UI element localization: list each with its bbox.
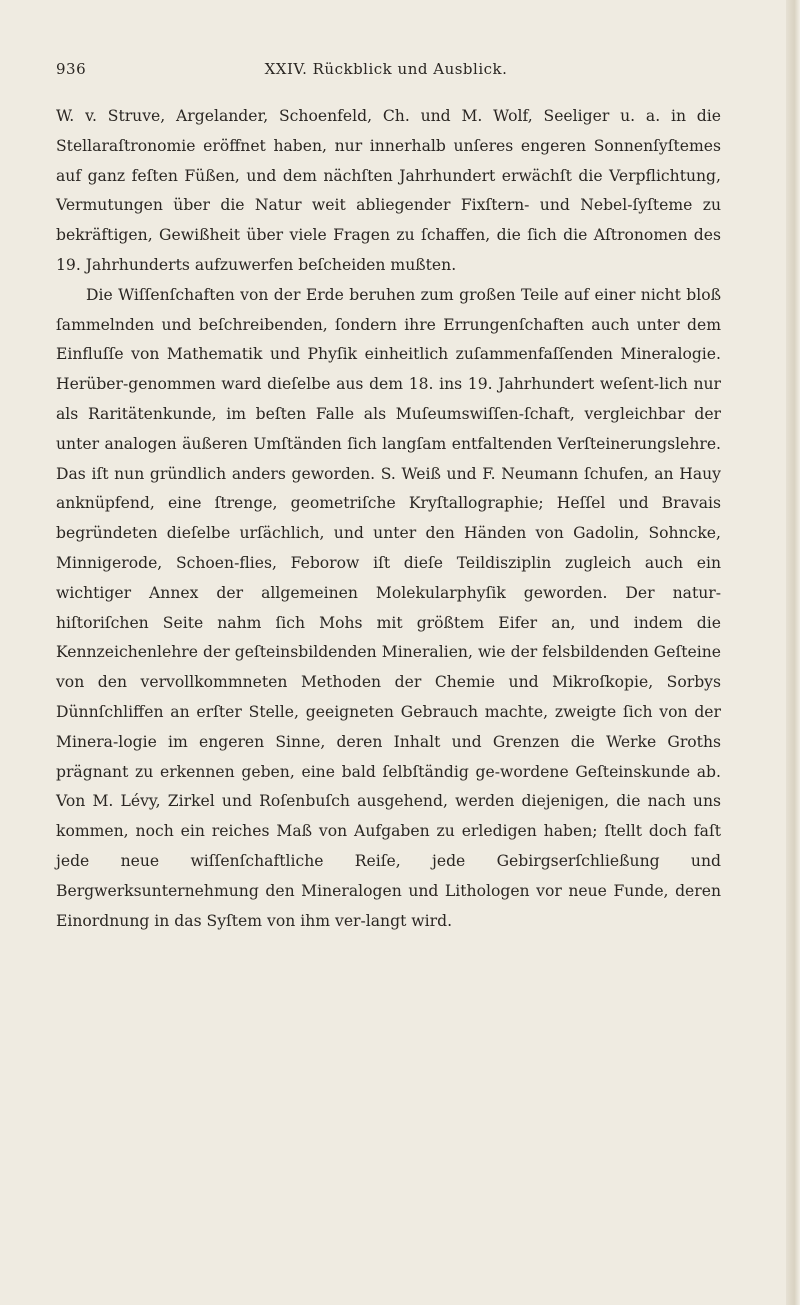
page-edge-shadow xyxy=(786,0,800,1305)
page-header xyxy=(56,60,716,84)
running-title: XXIV. Rückblick und Ausblick. xyxy=(264,60,508,78)
page-number: 936 xyxy=(56,60,87,78)
paragraph-2: Die Wiſſenſchaften von der Erde beruhen zum großen Teile auf einer nicht bloß ſammelnden und beſchreibenden, ſondern ihre Errungenſchaften auch unter dem Einfluſſe von Mathematik und Phyſik einheitlich zuſammenfaſſenden Mineralogie. Herüber-genommen ward dieſelbe aus dem 18. ins 19. Jahrhundert weſent-lich nur als Raritätenkunde, im beſten Falle als Muſeumswiſſen-ſchaft, vergleichbar der unter analogen äußeren Umſtänden ſich langſam entfaltenden Verſteinerungslehre. Das iſt nun gründlich anders geworden. S. Weiß und F. Neumann ſchufen, an Hauy anknüpfend, eine ſtrenge, geometriſche Kryſtallographie; Heſſel und Bravais begründeten dieſelbe urſächlich, und unter den Händen von Gadolin, Sohncke, Minnigerode, Schoen-flies, Feborow iſt dieſe Teildisziplin zugleich auch ein wichtiger Annex der allgemeinen Molekularphyſik geworden. Der natur-hiſtoriſchen Seite nahm ſich Mohs mit größtem Eifer an, und indem die Kennzeichenlehre der geſteinsbildenden Mineralien, wie der felsbildenden Geſteine von den vervollkommneten Methoden der Chemie und Mikroſkopie, Sorbys Dünnſchliffen an erſter Stelle, geeigneten Gebrauch machte, zweigte ſich von der Minera-logie im engeren Sinne, deren Inhalt und Grenzen die Werke Groths prägnant zu erkennen geben, eine bald ſelbſtändig ge-wordene Geſteinskunde ab. Von M. Lévy, Zirkel und Roſenbuſch ausgehend, werden diejenigen, die nach uns kommen, noch ein reiches Maß von Aufgaben zu erledigen haben; ſtellt doch faſt jede neue wiſſenſchaftliche Reiſe, jede Gebirgserſchließung und Bergwerksunternehmung den Mineralogen und Lithologen vor neue Funde, deren Einordnung in das Syſtem von ihm ver-langt wird. xyxy=(56,285,721,930)
body-text xyxy=(56,102,721,936)
paragraph-1: W. v. Struve, Argelander, Schoenfeld, Ch. und M. Wolf, Seeliger u. a. in die Stellaraſtronomie eröffnet haben, nur innerhalb unſeres engeren Sonnenſyſtemes auf ganz feſten Füßen, und dem nächſten Jahrhundert erwächſt die Verpflichtung, Vermutungen über die Natur weit abliegender Fixſtern- und Nebel-ſyſteme zu bekräftigen, Gewißheit über viele Fragen zu ſchaffen, die ſich die Aſtronomen des 19. Jahrhunderts aufzuwerfen beſcheiden mußten. xyxy=(56,107,721,274)
